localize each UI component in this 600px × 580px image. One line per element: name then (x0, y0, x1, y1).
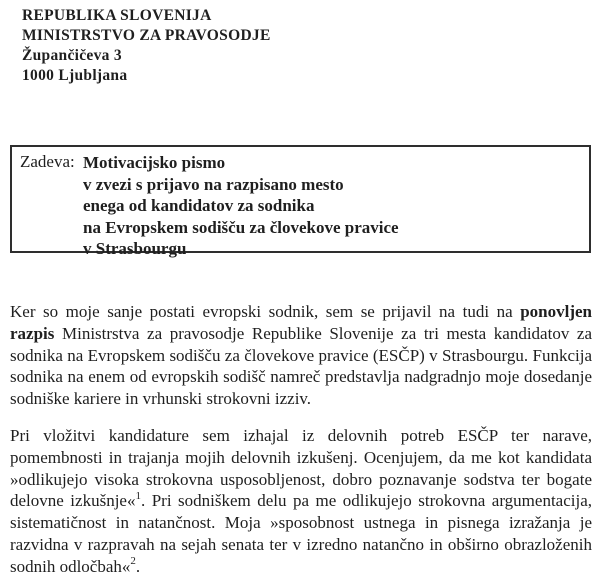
footnote-reference: 2 (130, 555, 136, 568)
letterhead (22, 6, 271, 86)
subject-lines (83, 152, 399, 260)
text-segment: . Pri sodniškem delu pa me odlikujejo strokovna argumentacija, sistematičnost in natančnost. Moja »sposobnost ustnega in pisnega izražanja je razvidna v razpravah na sejah senata ter v izredno natančno in obširno obrazloženih sodnih odločbah« (10, 491, 593, 576)
text-segment: Ker so moje sanje postati evropski sodnik, sem se prijavil na tudi na (10, 302, 521, 321)
subject-line: v Strasbourgu (83, 239, 187, 258)
subject-line: na Evropskem sodišču za človekove pravice (83, 217, 399, 237)
subject-box (10, 145, 591, 258)
subject-line: v zvezi s prijavo na razpisano mesto (83, 174, 344, 194)
paragraph (10, 425, 592, 578)
paragraph (10, 301, 592, 410)
subject-line: Motivacijsko pismo (83, 153, 226, 172)
subject-line: enega od kandidatov za sodnika (83, 196, 315, 215)
text-segment: Ministrstva za pravosodje Republike Slovenije za tri mesta kandidatov za sodnika na Evropskem sodišču za človekove pravice (ESČP) v Strasbourgu. Funkcija sodnika na enem od evropskih sodišč namreč predstavlja nadgradnjo moje dosedanje sodniške kariere in vrhunski strokovni izziv. (10, 323, 592, 409)
text-segment: . (135, 556, 141, 576)
letterhead-country: REPUBLIKA SLOVENIJA (22, 7, 212, 24)
letterhead-ministry: MINISTRSTVO ZA PRAVOSODJE (22, 27, 271, 44)
letterhead-city: 1000 Ljubljana (22, 67, 128, 84)
letterhead-street: Župančičeva 3 (22, 47, 122, 64)
text-segment: ponovljen razpis (10, 302, 592, 343)
subject-label: Zadeva: (20, 152, 75, 171)
letter-body (10, 301, 592, 578)
text-segment: Pri vložitvi kandidature sem izhajal iz delovnih potreb ESČP ter narave, pomembnosti in trajanja mojih delovnih izkušenj. Ocenjujem, da me kot kandidata »odlikujejo visoka strokovna usposobljenost, dobro poznavanje sodstva ter bogate delovne izkušnje« (10, 425, 592, 511)
footnote-reference: 1 (135, 489, 141, 502)
